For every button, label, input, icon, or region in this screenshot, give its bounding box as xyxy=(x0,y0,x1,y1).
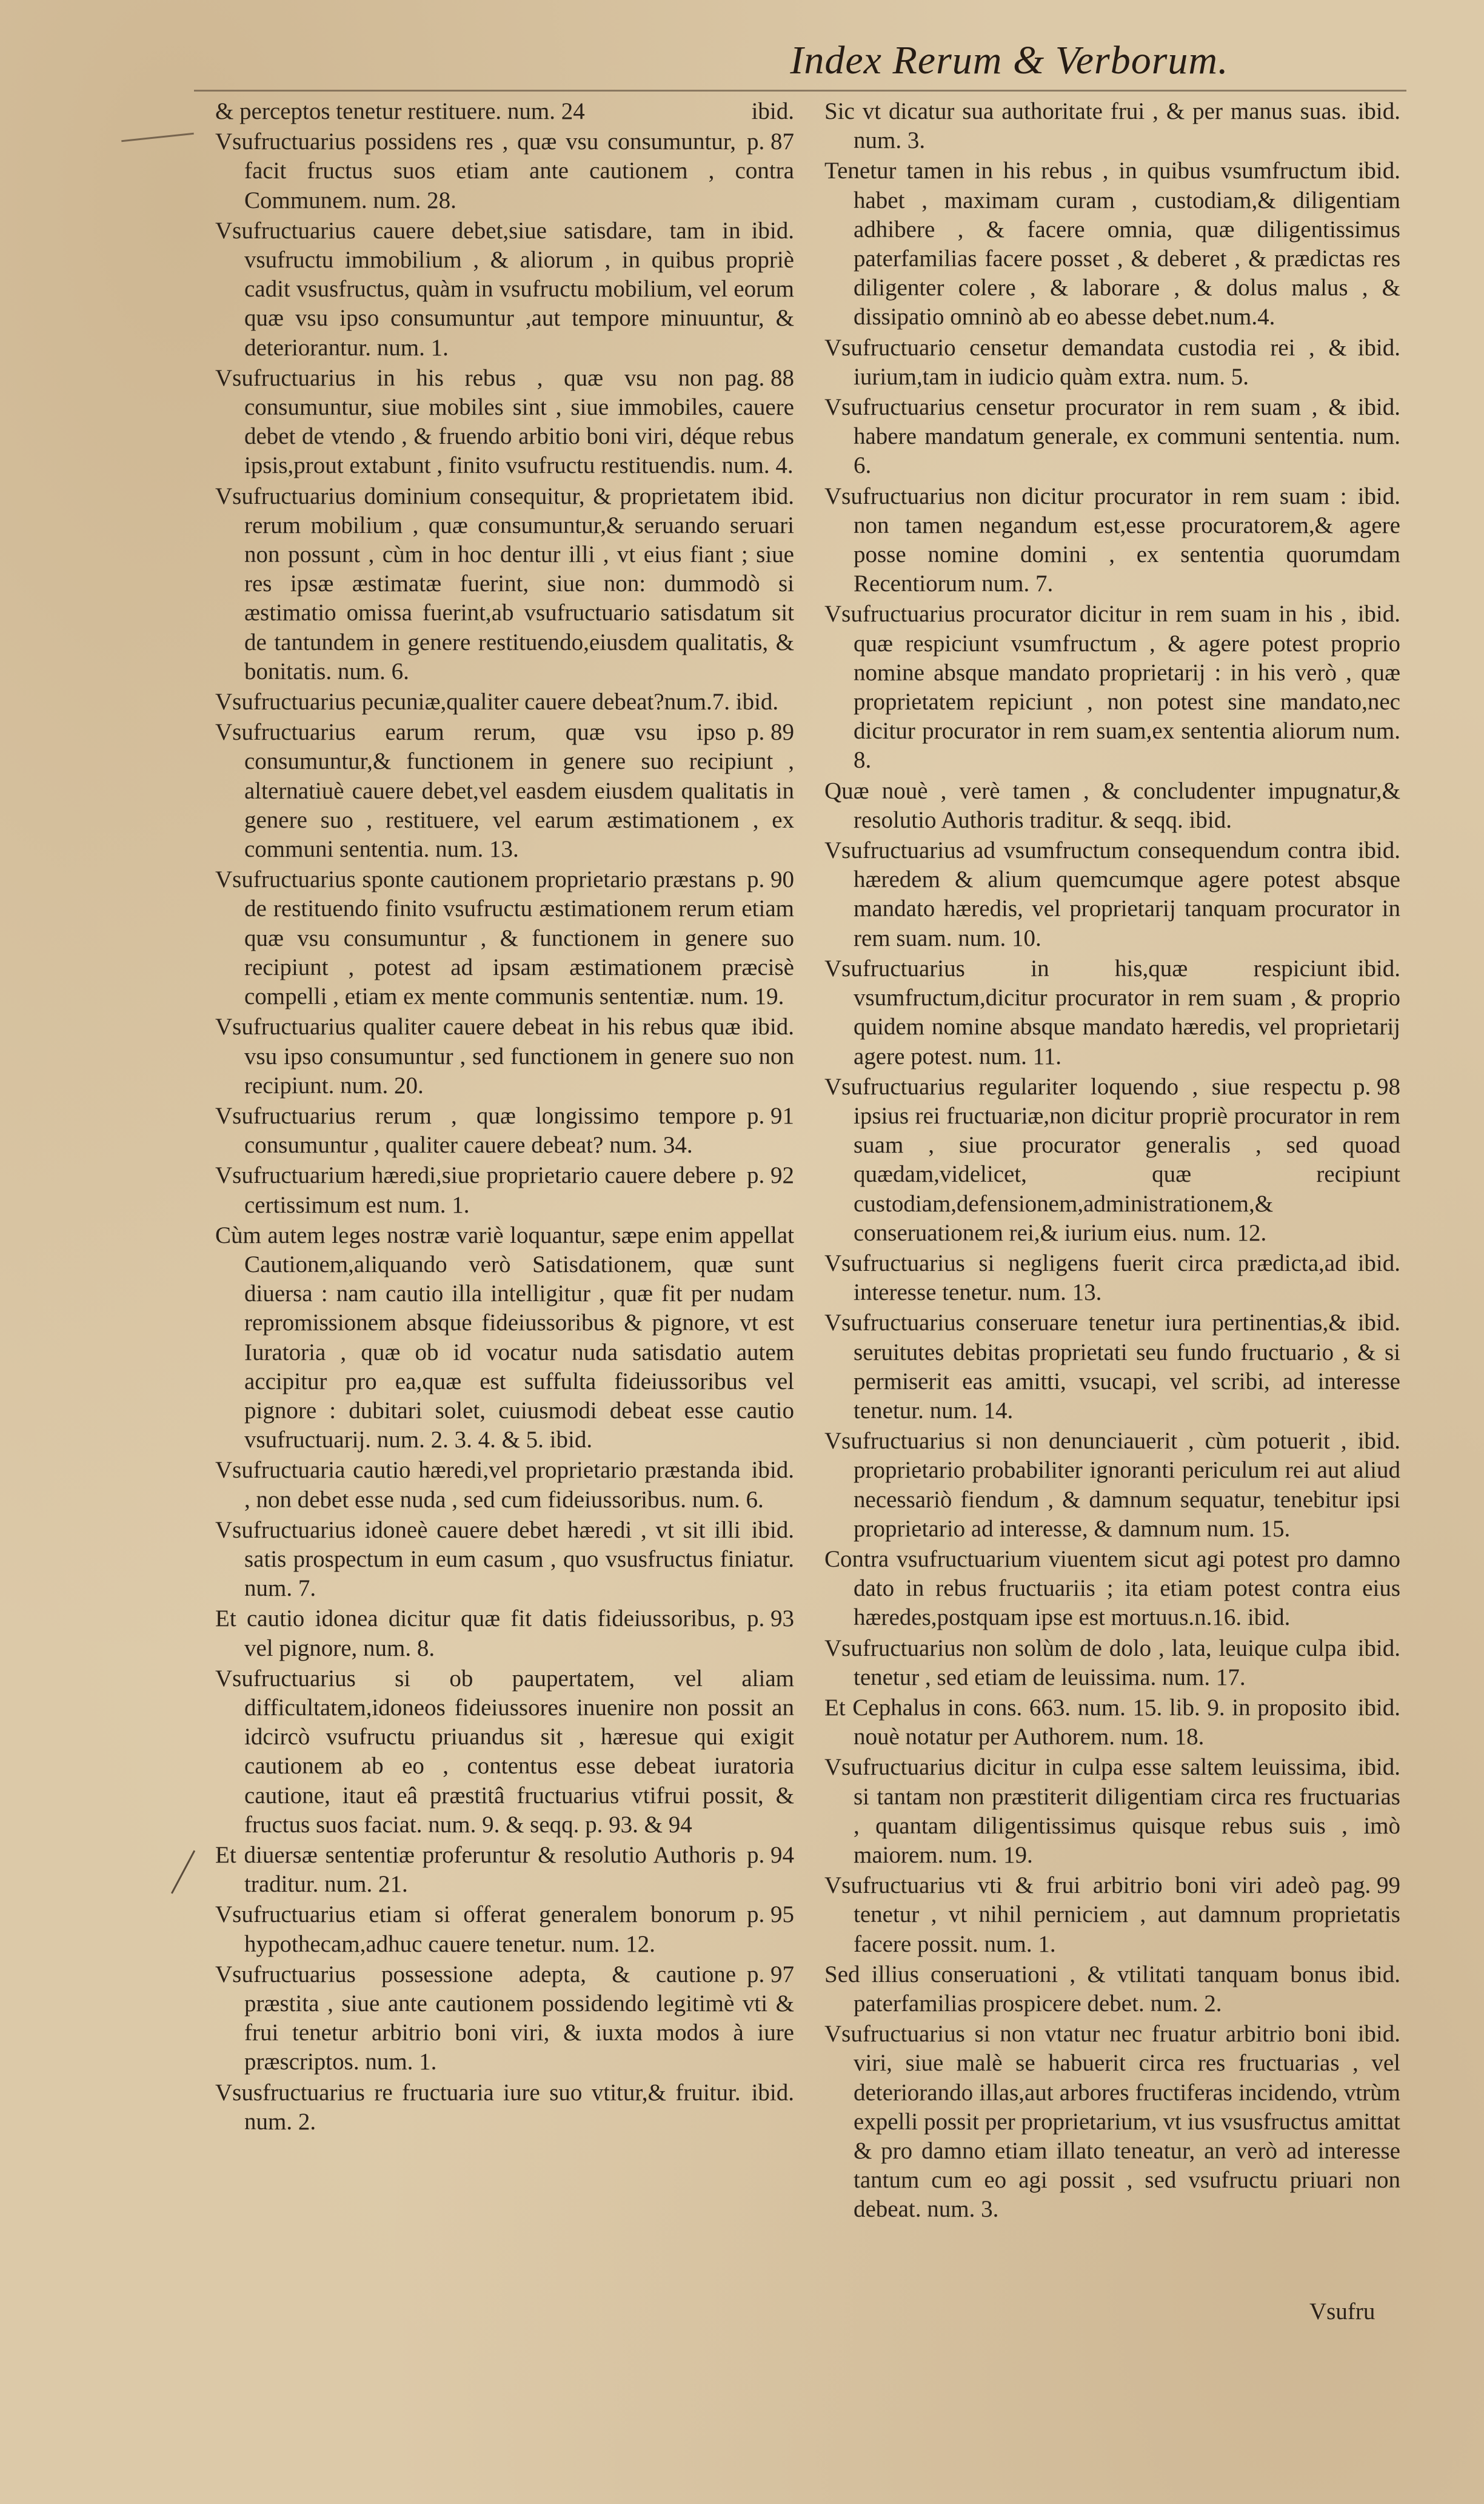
index-entry xyxy=(215,1013,794,1100)
entry-text: Vsufructuarius idoneè cauere debet hæredi , vt sit illi satis prospectum in eum casum , quo vsusfructus finiatur. num. 7. xyxy=(215,1516,794,1602)
page-reference: ibid. xyxy=(751,1457,794,1484)
index-entry xyxy=(215,97,794,126)
entry-text: Vsufructuarius dicitur in culpa esse saltem leuissima, si tantam non præstiterit diligentiam circa res fructuarias , quantam diligentissimus quisque rebus suis , imò maiorem. num. 19. xyxy=(824,1754,1400,1868)
entry-text: Vsufructuarius in his,quæ respiciunt vsumfructum,dicitur procurator in rem suam , & proprio quidem nomine absque mandato hæredis, vel proprietarij agere potest. num. 11. xyxy=(824,955,1400,1070)
page-reference: ibid. xyxy=(1357,1694,1400,1721)
entry-text: Vsufructuarius ad vsumfructum consequendum contra hæredem & alium quemcumque agere potest absque mandato hæredis, vel proprietarij tanquam procurator in rem suam. num. 10. xyxy=(824,837,1400,951)
entry-text: Vsufructuarius etiam si offerat generalem bonorum hypothecam,adhuc cauere tenetur. num. 12. xyxy=(215,1901,736,1957)
page-reference: p. 98 xyxy=(1353,1073,1400,1100)
header-rule xyxy=(194,90,1406,92)
index-entry xyxy=(215,482,794,686)
entry-text: Vsufructuarius si ob paupertatem, vel aliam difficultatem,idoneos fideiussores inuenire non possit an idcircò vsufructu priuandus sit , hæresue qui exigit cautionem ab eo , contentus esse debeat iuratoria cautione, itaut eâ præstitâ fructuarius vtifrui possit, & fructus suos faciat. num. 9. & seqq. p. 93. & 94 xyxy=(215,1665,794,1838)
index-entry xyxy=(824,1753,1400,1870)
index-entry xyxy=(824,1427,1400,1544)
page-reference: ibid. xyxy=(1357,2021,1400,2047)
index-entry xyxy=(215,688,794,717)
index-entry xyxy=(824,393,1400,481)
entry-text: Vsufructuarius non dicitur procurator in rem suam : non tamen negandum est,esse procuratorem,& agere posse nomine domini , ex sententia quorumdam Recentiorum num. 7. xyxy=(824,483,1400,597)
index-entry xyxy=(824,777,1400,835)
entry-text: Vsufructuarius conseruare tenetur iura pertinentias,& seruitutes debitas proprietati seu fundo fructuario , & si permiserit eas amitti, vsucapi, vel scribi, ad interesse tenetur. num. 14. xyxy=(824,1310,1400,1424)
entry-text: Vsusfructuarius re fructuaria iure suo vtitur,& fruitur. num. 2. xyxy=(215,2079,741,2135)
page-reference: ibid. xyxy=(1357,1754,1400,1781)
index-entry xyxy=(215,2078,794,2137)
index-entry xyxy=(824,1871,1400,1959)
page-reference: p. 91 xyxy=(747,1102,794,1129)
page-reference: ibid. xyxy=(1357,1250,1400,1276)
page-reference: p. 90 xyxy=(747,866,794,893)
page-reference: ibid. xyxy=(751,1014,794,1040)
index-entry xyxy=(215,718,794,864)
entry-text: Vsufructuarius vti & frui arbitrio boni viri adeò tenetur , vt nihil perniciem , aut damnum proprietatis facere possit. num. 1. xyxy=(824,1872,1400,1957)
index-entry xyxy=(215,1960,794,2077)
index-entry xyxy=(215,1664,794,1840)
page-reference: ibid. xyxy=(1357,158,1400,184)
page-reference: ibid. xyxy=(1357,1635,1400,1661)
entry-text: & perceptos tenetur restituere. num. 24 xyxy=(215,98,585,124)
index-entry xyxy=(824,1249,1400,1307)
entry-text: Vsufructuario censetur demandata custodia rei , & iurium,tam in iudicio quàm extra. num. 5. xyxy=(824,334,1347,390)
entry-text: Sed illius conseruationi , & vtilitati tanquam bonus paterfamilias prospicere debet. num. 2. xyxy=(824,1961,1347,2017)
entry-text: Vsufructuarium hæredi,siue proprietario cauere debere certissimum est num. 1. xyxy=(215,1162,736,1218)
page-reference: p. 87 xyxy=(747,129,794,155)
page-reference: ibid. xyxy=(1357,1428,1400,1455)
index-entry xyxy=(215,1102,794,1160)
index-entry xyxy=(215,1841,794,1899)
index-entry xyxy=(824,1960,1400,2018)
index-entry xyxy=(215,1161,794,1219)
entry-text: Vsufructuarius in his rebus , quæ vsu non consumuntur, siue mobiles sint , siue immobiles, cauere debet de vtendo , & fruendo arbitio boni viri, déque rebus ipsis,prout extabunt , finito vsufructu restituendis. num. 4. xyxy=(215,364,794,479)
index-entry xyxy=(215,1516,794,1604)
page-reference: ibid. xyxy=(751,217,794,244)
entry-text: Vsufructuarius cauere debet,siue satisdare, tam in vsufructu immobilium , & aliorum , in quibus propriè cadit vsusfructus, quàm in vsufructu mobilium, vel eorum quæ vsu ipso consumuntur ,aut tempore minuuntur, & deteriorantur. num. 1. xyxy=(215,217,794,361)
index-entry xyxy=(215,1456,794,1514)
entry-text: Et cautio idonea dicitur quæ fit datis fideiussoribus, vel pignore, num. 8. xyxy=(215,1605,736,1661)
entry-text: Vsufructuarius possessione adepta, & cautione præstita , siue ante cautionem possidendo legitimè vti & frui tenetur arbitrio boni viri, & iuxta modos à iure præscriptos. num. 1. xyxy=(215,1961,794,2075)
page-reference: p. 92 xyxy=(747,1162,794,1189)
entry-text: Vsufructuarius dominium consequitur, & proprietatem rerum mobilium , quæ consumuntur,& seruando seruari non possunt , cùm in hoc dentur illi , vt eius fiant ; siue res ipsæ æstimatæ fuerint, siue non: dummodò si æstimatio omissa fuerint,ab vsufructuario satisdatum sit de tantundem in genere restituendo,eiusdem qualitatis, & bonitatis. num. 6. xyxy=(215,483,794,685)
page-reference: ibid. xyxy=(1357,955,1400,982)
catchword: Vsufru xyxy=(1309,2298,1375,2325)
index-entry xyxy=(824,1693,1400,1752)
index-entry xyxy=(824,1308,1400,1425)
page-reference: ibid. xyxy=(751,98,794,124)
entry-text: Contra vsufructuarium viuentem sicut agi potest pro damno dato in rebus fructuariis ; ita etiam potest contra eius hæredes,postquam ipse est mortuus.n.16. ibid. xyxy=(824,1545,1400,1631)
index-entry xyxy=(824,1545,1400,1633)
index-entry xyxy=(824,1634,1400,1692)
page-reference: ibid. xyxy=(1357,601,1400,628)
page-reference: ibid. xyxy=(1357,837,1400,864)
entry-text: Vsufructuarius si non vtatur nec fruatur arbitrio boni viri, siue malè se habuerit circa res fructuarias , vel deteriorando illas,aut arbores fructiferas incidendo, vtrùm expelli possit per proprietarium, vt ius vsusfructus amittat & pro damno etiam illato teneatur, an verò ad interesse tantum cum eo agi possit , sed vsufructu priuari non debeat. num. 3. xyxy=(824,2021,1400,2223)
page-reference: p. 95 xyxy=(747,1901,794,1928)
page-reference: pag. 99 xyxy=(1331,1872,1400,1899)
index-entry xyxy=(215,1900,794,1958)
page-reference: ibid. xyxy=(751,1516,794,1543)
entry-text: Vsufructuarius procurator dicitur in rem suam in his , quæ respiciunt vsumfructum , & agere potest proprio nomine absque mandato proprietarij : in his verò , quæ proprietatem repiciunt , non potest sine mandato,nec dicitur procurator in rem suam,ex sententia aliorum num. 8. xyxy=(824,601,1400,774)
page-title: Index Rerum & Verborum. xyxy=(790,38,1229,82)
entry-text: Vsufructuarius sponte cautionem proprietario præstans de restituendo finito vsufructu æstimationem rerum etiam quæ vsu consumuntur , & functionem in genere suo recipiunt , potest ad ipsam æstimationem præcisè compelli , etiam ex mente communis sententiæ. num. 19. xyxy=(215,866,794,1010)
index-entry xyxy=(824,97,1400,155)
entry-text: Tenetur tamen in his rebus , in quibus vsumfructum habet , maximam curam , custodiam,& diligentiam adhibere , & facere omnia, quæ diligentissimus paterfamilias facere posset , & deberet , & prædictas res diligenter colere , & laborare , & dolus malus , & dissipatio omninò ab eo abesse debet.num.4. xyxy=(824,158,1400,330)
page-reference: ibid. xyxy=(751,483,794,509)
page-reference: ibid. xyxy=(1357,1310,1400,1336)
index-entry xyxy=(824,333,1400,392)
page-reference: ibid. xyxy=(1357,334,1400,361)
entry-text: Vsufructuarius qualiter cauere debeat in his rebus quæ vsu ipso consumuntur , sed functionem in genere suo non recipiunt. num. 20. xyxy=(215,1014,794,1099)
right-column xyxy=(824,97,1400,2226)
index-entry xyxy=(215,216,794,363)
entry-text: Vsufructuarius pecuniæ,qualiter cauere debeat?num.7. ibid. xyxy=(215,689,779,715)
entry-text: Quæ nouè , verè tamen , & concludenter impugnatur,& resolutio Authoris traditur. & seqq. ibid. xyxy=(824,777,1400,833)
page-reference: ibid. xyxy=(1357,394,1400,421)
left-column xyxy=(215,97,794,2138)
entry-text: Vsufructuarius earum rerum, quæ vsu ipso consumuntur,& functionem in genere suo recipiunt , alternatiuè cauere debet,vel easdem eiusdem qualitatis in genere suo , restituere, vel earum æstimationem , ex communi sententia. num. 13. xyxy=(215,719,794,863)
index-entry xyxy=(824,2020,1400,2224)
page-reference: p. 89 xyxy=(747,719,794,746)
page-reference: p. 94 xyxy=(747,1841,794,1868)
index-entry xyxy=(824,1073,1400,1248)
index-entry xyxy=(824,836,1400,953)
entry-text: Et Cephalus in cons. 663. num. 15. lib. 9. in proposito nouè notatur per Authorem. num. 18. xyxy=(824,1694,1347,1750)
index-entry xyxy=(824,600,1400,775)
page-reference: pag. 88 xyxy=(724,364,794,391)
index-entry xyxy=(824,482,1400,599)
entry-text: Vsufructuarius regulariter loquendo , siue respectu ipsius rei fructuariæ,non dicitur propriè procurator in rem suam , siue procurator generalis , sed quoad quædam,videlicet, quæ recipiunt custodiam,defensionem,administrationem,& conseruationem rei,& iurium eius. num. 12. xyxy=(824,1073,1400,1246)
index-entry xyxy=(215,865,794,1011)
page-reference: p. 93 xyxy=(747,1605,794,1632)
page-reference: p. 97 xyxy=(747,1961,794,1987)
entry-text: Vsufructuarius censetur procurator in rem suam , & habere mandatum generale, ex communi sententia. num. 6. xyxy=(824,394,1400,479)
entry-text: Et diuersæ sententiæ proferuntur & resolutio Authoris traditur. num. 21. xyxy=(215,1841,736,1898)
page-reference: ibid. xyxy=(1357,98,1400,124)
index-entry xyxy=(215,1604,794,1662)
entry-text: Cùm autem leges nostræ variè loquantur, sæpe enim appellat Cautionem,aliquando verò Satisdationem, quæ sunt diuersa : nam cautio illa intelligitur , quæ fit per nudam repromissionem absque fideiussoribus & pignore, vt est Iuratoria , quæ ob id vocatur nuda satisdatio autem accipitur pro ea,quæ est suffulta fideiussoribus vel pignore : dubitari solet, cuiusmodi debeat esse cautio vsufructuarij. num. 2. 3. 4. & 5. ibid. xyxy=(215,1222,794,1453)
entry-text: Vsufructuarius possidens res , quæ vsu consumuntur, facit fructus suos etiam ante cautionem , contra Communem. num. 28. xyxy=(215,129,794,213)
margin-mark-top xyxy=(121,133,194,142)
index-entry xyxy=(824,954,1400,1071)
entry-text: Sic vt dicatur sua authoritate frui , & per manus suas. num. 3. xyxy=(824,98,1347,154)
page-reference: ibid. xyxy=(751,2079,794,2106)
page-reference: ibid. xyxy=(1357,483,1400,509)
index-entry xyxy=(215,1221,794,1455)
page-reference: ibid. xyxy=(1357,1961,1400,1987)
index-entry xyxy=(215,127,794,215)
entry-text: Vsufructuarius rerum , quæ longissimo tempore consumuntur , qualiter cauere debeat? num. 34. xyxy=(215,1102,736,1159)
index-entry xyxy=(824,156,1400,332)
margin-mark xyxy=(171,1850,201,1897)
entry-text: Vsufructuarius si non denunciauerit , cùm potuerit , proprietario probabiliter ignoranti periculum rei aut aliud necessariò fiendum , & damnum sequatur, tenebitur ipsi proprietario ad interesse, & damnum num. 15. xyxy=(824,1428,1400,1542)
index-entry xyxy=(215,364,794,481)
entry-text: Vsufructuaria cautio hæredi,vel proprietario præstanda , non debet esse nuda , sed cum fideiussoribus. num. 6. xyxy=(215,1457,764,1513)
entry-text: Vsufructuarius si negligens fuerit circa prædicta,ad interesse tenetur. num. 13. xyxy=(824,1250,1347,1306)
entry-text: Vsufructuarius non solùm de dolo , lata, leuique culpa tenetur , sed etiam de leuissima. num. 17. xyxy=(824,1635,1347,1690)
